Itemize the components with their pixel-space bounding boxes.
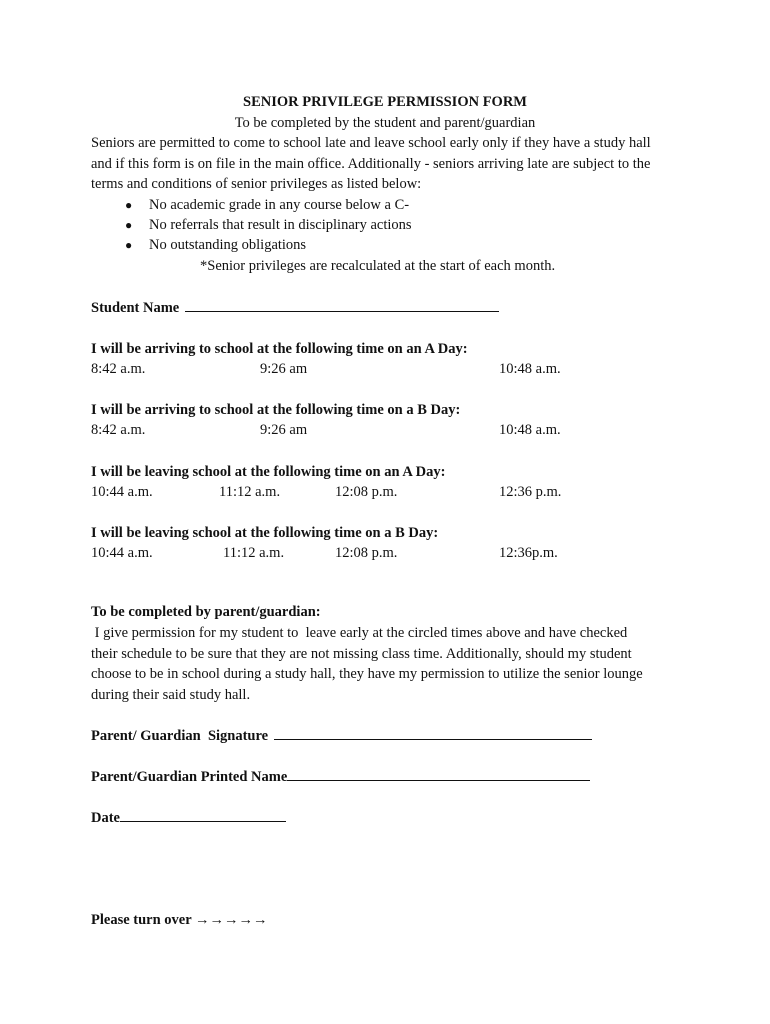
parent-paragraph-line-1: I give permission for my student to leave early at the circled times above and have checked xyxy=(91,625,628,641)
time-option[interactable]: 9:26 am xyxy=(260,361,308,377)
printed-name-label: Parent/Guardian Printed Name xyxy=(91,769,288,785)
time-option[interactable]: 12:08 p.m. xyxy=(335,545,398,561)
date-field[interactable] xyxy=(120,807,286,822)
printed-name-field[interactable] xyxy=(287,766,590,781)
bullet-icon: ● xyxy=(125,238,133,252)
student-name-row xyxy=(91,297,499,318)
turn-over-note: Please turn over →→→→→ xyxy=(91,912,268,928)
bullet-icon: ● xyxy=(125,198,133,212)
intro-line-2: and if this form is on file in the main office. Additionally - seniors arriving late are subject to the xyxy=(91,156,651,172)
bullet-icon: ● xyxy=(125,218,133,232)
parent-paragraph-line-3: choose to be in school during a study hall, they have my permission to utilize the senior lounge xyxy=(91,666,643,682)
time-option[interactable]: 11:12 a.m. xyxy=(223,545,285,561)
student-name-label: Student Name xyxy=(91,300,180,316)
arrival-b-day-heading: I will be arriving to school at the following time on a B Day: xyxy=(91,402,461,418)
bullet-item xyxy=(125,215,412,235)
time-option[interactable]: 12:36 p.m. xyxy=(499,484,562,500)
parent-paragraph-line-4: during their said study hall. xyxy=(91,687,251,703)
bullet-text: No outstanding obligations xyxy=(149,237,307,253)
time-option[interactable]: 12:36p.m. xyxy=(499,545,558,561)
signature-row xyxy=(91,725,592,746)
printed-name-row xyxy=(91,766,590,787)
leaving-a-day-heading: I will be leaving school at the following time on an A Day: xyxy=(91,464,446,480)
time-option[interactable]: 8:42 a.m. xyxy=(91,422,146,438)
date-label: Date xyxy=(91,810,120,826)
form-subtitle: To be completed by the student and parent/guardian xyxy=(234,115,536,131)
form-title: SENIOR PRIVILEGE PERMISSION FORM xyxy=(243,94,527,110)
time-option[interactable]: 8:42 a.m. xyxy=(91,361,146,377)
intro-line-3: terms and conditions of senior privileges as listed below: xyxy=(91,176,422,192)
signature-field[interactable] xyxy=(274,725,592,740)
bullet-text: No academic grade in any course below a C- xyxy=(149,197,410,213)
time-option[interactable]: 10:44 a.m. xyxy=(91,484,153,500)
bullet-item xyxy=(125,195,409,215)
time-option[interactable]: 10:48 a.m. xyxy=(499,361,561,377)
recalc-note: *Senior privileges are recalculated at the start of each month. xyxy=(200,258,556,274)
intro-line-1: Seniors are permitted to come to school late and leave school early only if they have a study hall xyxy=(91,135,651,151)
time-option[interactable]: 11:12 a.m. xyxy=(219,484,281,500)
time-option[interactable]: 9:26 am xyxy=(260,422,308,438)
time-option[interactable]: 12:08 p.m. xyxy=(335,484,398,500)
signature-label: Parent/ Guardian Signature xyxy=(91,728,269,744)
bullet-text: No referrals that result in disciplinary actions xyxy=(149,217,412,233)
date-row xyxy=(91,807,286,828)
student-name-field[interactable] xyxy=(185,297,499,312)
parent-heading: To be completed by parent/guardian: xyxy=(91,604,321,620)
time-option[interactable]: 10:48 a.m. xyxy=(499,422,561,438)
time-option[interactable]: 10:44 a.m. xyxy=(91,545,153,561)
arrival-a-day-heading: I will be arriving to school at the following time on an A Day: xyxy=(91,341,468,357)
bullet-item xyxy=(125,235,306,255)
leaving-b-day-heading: I will be leaving school at the following time on a B Day: xyxy=(91,525,439,541)
parent-paragraph-line-2: their schedule to be sure that they are not missing class time. Additionally, should my student xyxy=(91,646,632,662)
